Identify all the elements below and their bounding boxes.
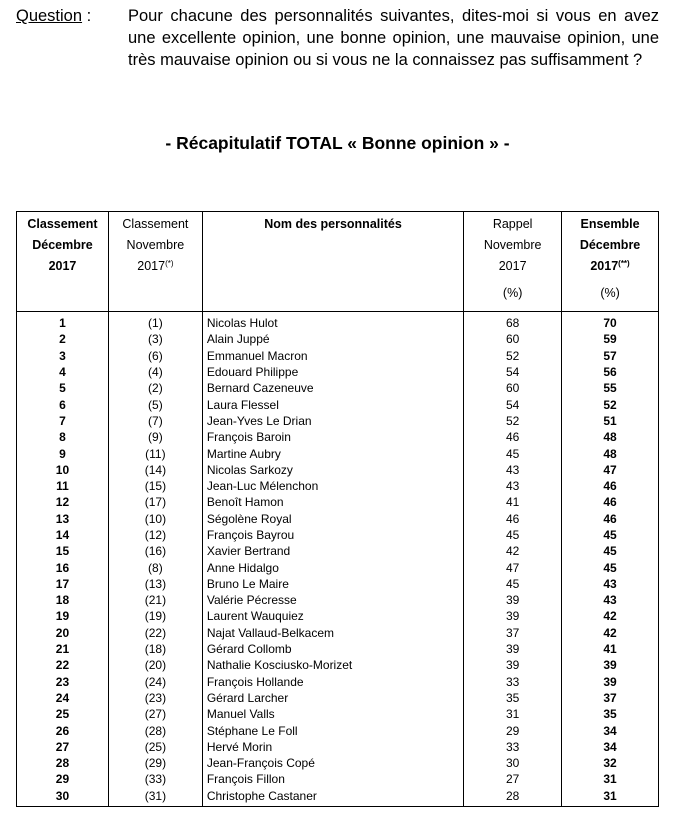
ensemble-cell: 46 xyxy=(562,494,659,510)
prev-rank-cell: (16) xyxy=(108,543,202,559)
table-row xyxy=(17,543,659,559)
rank-cell: 16 xyxy=(17,559,109,575)
rappel-cell: 35 xyxy=(464,690,562,706)
name-cell: Jean-Luc Mélenchon xyxy=(202,478,463,494)
rank-cell: 15 xyxy=(17,543,109,559)
rappel-cell: 43 xyxy=(464,462,562,478)
rappel-cell: 43 xyxy=(464,478,562,494)
rank-cell: 9 xyxy=(17,445,109,461)
rappel-cell: 54 xyxy=(464,396,562,412)
question-text: Pour chacune des personnalités suivantes, dites-moi si vous en avez une excellente opinion, une bonne opinion, une mauvaise opinion, une très mauvaise opinion ou si vous ne la connaissez pas suffisamment ? xyxy=(128,7,659,69)
prev-rank-cell: (25) xyxy=(108,739,202,755)
rank-cell: 4 xyxy=(17,364,109,380)
name-cell: François Fillon xyxy=(202,771,463,787)
table-row xyxy=(17,348,659,364)
table-row xyxy=(17,576,659,592)
name-cell: Christophe Castaner xyxy=(202,788,463,807)
ensemble-cell: 46 xyxy=(562,478,659,494)
table-row xyxy=(17,674,659,690)
ensemble-cell: 48 xyxy=(562,429,659,445)
rappel-cell: 41 xyxy=(464,494,562,510)
name-cell: Najat Vallaud-Belkacem xyxy=(202,625,463,641)
name-cell: Jean-François Copé xyxy=(202,755,463,771)
rank-cell: 14 xyxy=(17,527,109,543)
prev-rank-cell: (21) xyxy=(108,592,202,608)
table-row xyxy=(17,527,659,543)
name-cell: Gérard Larcher xyxy=(202,690,463,706)
ensemble-cell: 45 xyxy=(562,543,659,559)
rank-cell: 29 xyxy=(17,771,109,787)
prev-rank-cell: (27) xyxy=(108,706,202,722)
prev-rank-cell: (11) xyxy=(108,445,202,461)
ensemble-cell: 39 xyxy=(562,657,659,673)
ensemble-cell: 42 xyxy=(562,608,659,624)
name-cell: Laurent Wauquiez xyxy=(202,608,463,624)
rank-cell: 8 xyxy=(17,429,109,445)
ensemble-cell: 31 xyxy=(562,771,659,787)
table-row xyxy=(17,739,659,755)
table-row xyxy=(17,380,659,396)
prev-rank-cell: (3) xyxy=(108,331,202,347)
table-row xyxy=(17,559,659,575)
name-cell: Xavier Bertrand xyxy=(202,543,463,559)
prev-rank-cell: (23) xyxy=(108,690,202,706)
prev-rank-cell: (14) xyxy=(108,462,202,478)
ensemble-cell: 52 xyxy=(562,396,659,412)
ensemble-cell: 47 xyxy=(562,462,659,478)
table-row xyxy=(17,511,659,527)
ensemble-cell: 56 xyxy=(562,364,659,380)
ensemble-cell: 46 xyxy=(562,511,659,527)
table-row xyxy=(17,312,659,332)
name-cell: Nathalie Kosciusko-Morizet xyxy=(202,657,463,673)
prev-rank-cell: (7) xyxy=(108,413,202,429)
ensemble-cell: 32 xyxy=(562,755,659,771)
rappel-cell: 39 xyxy=(464,657,562,673)
rank-cell: 2 xyxy=(17,331,109,347)
prev-rank-cell: (1) xyxy=(108,312,202,332)
table-row xyxy=(17,657,659,673)
name-cell: Jean-Yves Le Drian xyxy=(202,413,463,429)
rappel-cell: 28 xyxy=(464,788,562,807)
rank-cell: 17 xyxy=(17,576,109,592)
table-row xyxy=(17,690,659,706)
table-row xyxy=(17,788,659,807)
table-row xyxy=(17,592,659,608)
rank-cell: 25 xyxy=(17,706,109,722)
prev-rank-cell: (28) xyxy=(108,722,202,738)
header-rank-nov: Classement Novembre 2017(*) xyxy=(108,212,202,312)
rappel-cell: 45 xyxy=(464,576,562,592)
rappel-cell: 68 xyxy=(464,312,562,332)
ensemble-cell: 34 xyxy=(562,722,659,738)
name-cell: François Baroin xyxy=(202,429,463,445)
ensemble-cell: 51 xyxy=(562,413,659,429)
name-cell: Nicolas Hulot xyxy=(202,312,463,332)
name-cell: Anne Hidalgo xyxy=(202,559,463,575)
rappel-cell: 30 xyxy=(464,755,562,771)
table-row xyxy=(17,494,659,510)
ensemble-cell: 59 xyxy=(562,331,659,347)
name-cell: Valérie Pécresse xyxy=(202,592,463,608)
name-cell: Manuel Valls xyxy=(202,706,463,722)
rank-cell: 20 xyxy=(17,625,109,641)
prev-rank-cell: (19) xyxy=(108,608,202,624)
name-cell: Hervé Morin xyxy=(202,739,463,755)
prev-rank-cell: (17) xyxy=(108,494,202,510)
table-row xyxy=(17,413,659,429)
rappel-cell: 33 xyxy=(464,674,562,690)
rappel-cell: 37 xyxy=(464,625,562,641)
rank-cell: 5 xyxy=(17,380,109,396)
ensemble-cell: 37 xyxy=(562,690,659,706)
rank-cell: 10 xyxy=(17,462,109,478)
ensemble-cell: 35 xyxy=(562,706,659,722)
name-cell: Ségolène Royal xyxy=(202,511,463,527)
header-row xyxy=(17,212,659,312)
prev-rank-cell: (22) xyxy=(108,625,202,641)
table-row xyxy=(17,364,659,380)
prev-rank-cell: (4) xyxy=(108,364,202,380)
table-row xyxy=(17,641,659,657)
rank-cell: 24 xyxy=(17,690,109,706)
rappel-cell: 52 xyxy=(464,413,562,429)
rank-cell: 12 xyxy=(17,494,109,510)
question-label: Question : xyxy=(16,7,92,25)
table-row xyxy=(17,608,659,624)
name-cell: Edouard Philippe xyxy=(202,364,463,380)
rappel-cell: 39 xyxy=(464,641,562,657)
rank-cell: 22 xyxy=(17,657,109,673)
table-row xyxy=(17,445,659,461)
rappel-cell: 45 xyxy=(464,445,562,461)
table-row xyxy=(17,478,659,494)
table-row xyxy=(17,462,659,478)
rappel-cell: 60 xyxy=(464,380,562,396)
rank-cell: 18 xyxy=(17,592,109,608)
rank-cell: 26 xyxy=(17,722,109,738)
ensemble-cell: 43 xyxy=(562,576,659,592)
rank-cell: 28 xyxy=(17,755,109,771)
name-cell: Martine Aubry xyxy=(202,445,463,461)
table-row xyxy=(17,396,659,412)
rappel-cell: 52 xyxy=(464,348,562,364)
table-body xyxy=(17,312,659,807)
ensemble-cell: 43 xyxy=(562,592,659,608)
rank-cell: 3 xyxy=(17,348,109,364)
table-row xyxy=(17,429,659,445)
prev-rank-cell: (15) xyxy=(108,478,202,494)
rappel-cell: 47 xyxy=(464,559,562,575)
prev-rank-cell: (6) xyxy=(108,348,202,364)
table-row xyxy=(17,706,659,722)
ensemble-cell: 55 xyxy=(562,380,659,396)
prev-rank-cell: (18) xyxy=(108,641,202,657)
name-cell: Gérard Collomb xyxy=(202,641,463,657)
rappel-cell: 31 xyxy=(464,706,562,722)
ensemble-cell: 70 xyxy=(562,312,659,332)
ensemble-cell: 45 xyxy=(562,527,659,543)
prev-rank-cell: (10) xyxy=(108,511,202,527)
ensemble-cell: 39 xyxy=(562,674,659,690)
name-cell: Laura Flessel xyxy=(202,396,463,412)
prev-rank-cell: (8) xyxy=(108,559,202,575)
table-row xyxy=(17,331,659,347)
rappel-cell: 27 xyxy=(464,771,562,787)
prev-rank-cell: (29) xyxy=(108,755,202,771)
rappel-cell: 33 xyxy=(464,739,562,755)
ensemble-cell: 42 xyxy=(562,625,659,641)
rank-cell: 30 xyxy=(17,788,109,807)
table-row xyxy=(17,625,659,641)
name-cell: François Bayrou xyxy=(202,527,463,543)
rank-cell: 23 xyxy=(17,674,109,690)
prev-rank-cell: (12) xyxy=(108,527,202,543)
header-ensemble: Ensemble Décembre 2017(**) (%) xyxy=(562,212,659,312)
header-rank-dec: Classement Décembre 2017 xyxy=(17,212,109,312)
rank-cell: 13 xyxy=(17,511,109,527)
rank-cell: 1 xyxy=(17,312,109,332)
prev-rank-cell: (20) xyxy=(108,657,202,673)
rappel-cell: 46 xyxy=(464,511,562,527)
ensemble-cell: 57 xyxy=(562,348,659,364)
ensemble-cell: 45 xyxy=(562,559,659,575)
name-cell: François Hollande xyxy=(202,674,463,690)
rank-cell: 11 xyxy=(17,478,109,494)
rank-cell: 19 xyxy=(17,608,109,624)
name-cell: Stéphane Le Foll xyxy=(202,722,463,738)
table-row xyxy=(17,771,659,787)
prev-rank-cell: (9) xyxy=(108,429,202,445)
name-cell: Bruno Le Maire xyxy=(202,576,463,592)
ensemble-cell: 41 xyxy=(562,641,659,657)
rank-cell: 6 xyxy=(17,396,109,412)
rank-cell: 7 xyxy=(17,413,109,429)
name-cell: Alain Juppé xyxy=(202,331,463,347)
rappel-cell: 54 xyxy=(464,364,562,380)
ranking-table xyxy=(16,211,659,807)
rappel-cell: 46 xyxy=(464,429,562,445)
question-block xyxy=(16,5,659,71)
rappel-cell: 60 xyxy=(464,331,562,347)
rank-cell: 21 xyxy=(17,641,109,657)
name-cell: Emmanuel Macron xyxy=(202,348,463,364)
rappel-cell: 42 xyxy=(464,543,562,559)
name-cell: Benoît Hamon xyxy=(202,494,463,510)
prev-rank-cell: (31) xyxy=(108,788,202,807)
header-rappel: Rappel Novembre 2017 (%) xyxy=(464,212,562,312)
name-cell: Bernard Cazeneuve xyxy=(202,380,463,396)
rappel-cell: 39 xyxy=(464,592,562,608)
prev-rank-cell: (33) xyxy=(108,771,202,787)
header-name: Nom des personnalités xyxy=(202,212,463,312)
table-row xyxy=(17,755,659,771)
prev-rank-cell: (2) xyxy=(108,380,202,396)
prev-rank-cell: (13) xyxy=(108,576,202,592)
rappel-cell: 29 xyxy=(464,722,562,738)
rappel-cell: 45 xyxy=(464,527,562,543)
ensemble-cell: 34 xyxy=(562,739,659,755)
rank-cell: 27 xyxy=(17,739,109,755)
ensemble-cell: 48 xyxy=(562,445,659,461)
prev-rank-cell: (24) xyxy=(108,674,202,690)
table-title: - Récapitulatif TOTAL « Bonne opinion » - xyxy=(165,133,510,153)
prev-rank-cell: (5) xyxy=(108,396,202,412)
rappel-cell: 39 xyxy=(464,608,562,624)
table-row xyxy=(17,722,659,738)
name-cell: Nicolas Sarkozy xyxy=(202,462,463,478)
ensemble-cell: 31 xyxy=(562,788,659,807)
